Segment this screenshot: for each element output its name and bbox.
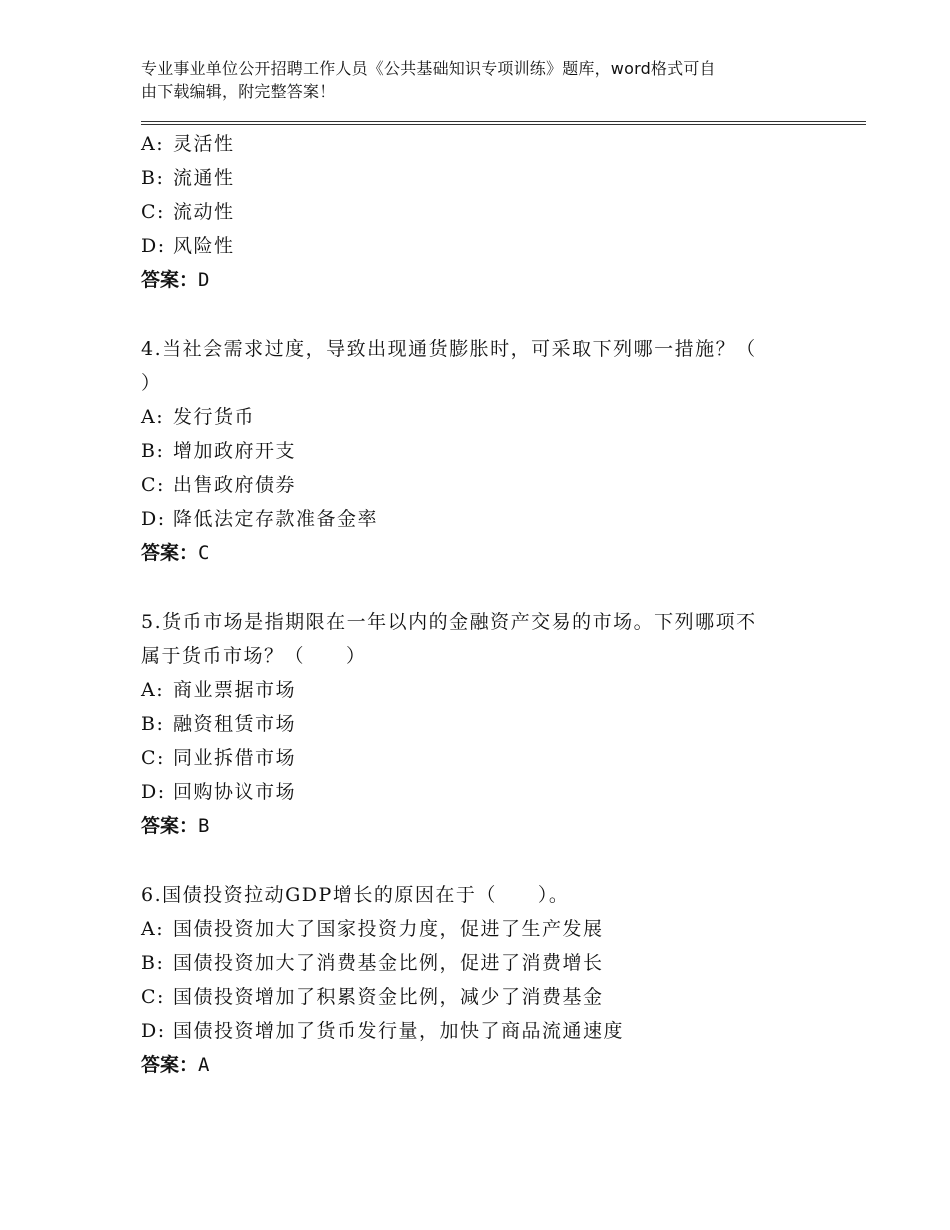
option-text: 出售政府债券 — [173, 474, 297, 496]
answer-line — [141, 809, 821, 843]
option-label: B: — [141, 440, 165, 462]
option-text: 国债投资加大了消费基金比例，促进了消费增长 — [173, 952, 604, 974]
option-a — [141, 127, 821, 161]
option-text: 商业票据市场 — [173, 679, 297, 701]
option-text: 发行货币 — [173, 406, 256, 428]
option-text: 国债投资增加了积累资金比例，减少了消费基金 — [173, 986, 604, 1008]
question-stem-line-2: ） — [141, 372, 162, 394]
header-line-2: 由下载编辑，附完整答案！ — [141, 82, 336, 101]
answer-line — [141, 1048, 821, 1082]
question-stem-line-1: 4.当社会需求过度，导致出现通货膨胀时，可采取下列哪一措施？（ — [141, 338, 757, 360]
answer-label: 答案： — [141, 1054, 199, 1076]
option-text: 增加政府开支 — [173, 440, 297, 462]
option-d — [141, 502, 821, 536]
answer-value: D — [198, 269, 210, 291]
question-content — [141, 127, 821, 1082]
spacer — [141, 843, 821, 878]
option-b — [141, 161, 821, 195]
page-header — [141, 57, 811, 103]
option-d — [141, 1014, 821, 1048]
option-label: C: — [141, 474, 165, 496]
option-a — [141, 400, 821, 434]
answer-value: C — [198, 542, 210, 564]
option-label: D: — [141, 235, 166, 257]
option-label: D: — [141, 781, 166, 803]
question-5 — [141, 605, 821, 843]
option-label: D: — [141, 1020, 166, 1042]
question-stem-line-2: 属于货币市场？（ ） — [141, 645, 367, 667]
option-text: 风险性 — [173, 235, 235, 257]
option-c — [141, 741, 821, 775]
option-d — [141, 229, 821, 263]
option-text: 回购协议市场 — [173, 781, 297, 803]
option-label: C: — [141, 747, 165, 769]
option-text: 流动性 — [173, 201, 235, 223]
header-divider-top — [141, 121, 866, 122]
option-c — [141, 195, 821, 229]
header-divider-bottom — [141, 124, 866, 125]
answer-label: 答案： — [141, 542, 199, 564]
question-4 — [141, 332, 821, 570]
answer-label: 答案： — [141, 815, 199, 837]
option-c — [141, 980, 821, 1014]
option-label: A: — [141, 133, 165, 155]
answer-line — [141, 263, 821, 297]
option-d — [141, 775, 821, 809]
option-a — [141, 673, 821, 707]
option-label: A: — [141, 406, 165, 428]
option-a — [141, 912, 821, 946]
question-stem-line-1: 5.货币市场是指期限在一年以内的金融资产交易的市场。下列哪项不 — [141, 611, 757, 633]
option-label: B: — [141, 167, 165, 189]
spacer — [141, 570, 821, 605]
answer-line — [141, 536, 821, 570]
option-label: D: — [141, 508, 166, 530]
option-text: 灵活性 — [173, 133, 235, 155]
option-text: 国债投资增加了货币发行量，加快了商品流通速度 — [173, 1020, 625, 1042]
answer-value: A — [198, 1054, 210, 1076]
question-stem-line-1: 6.国债投资拉动GDP增长的原因在于（ ）。 — [141, 884, 570, 906]
option-label: B: — [141, 713, 165, 735]
option-label: B: — [141, 952, 165, 974]
header-line-1: 专业事业单位公开招聘工作人员《公共基础知识专项训练》题库，word格式可自 — [141, 59, 716, 78]
option-text: 降低法定存款准备金率 — [173, 508, 379, 530]
option-label: A: — [141, 679, 165, 701]
option-label: C: — [141, 201, 165, 223]
option-label: A: — [141, 918, 165, 940]
option-text: 融资租赁市场 — [173, 713, 297, 735]
question-3-fragment — [141, 127, 821, 297]
option-text: 国债投资加大了国家投资力度，促进了生产发展 — [173, 918, 604, 940]
answer-value: B — [198, 815, 210, 837]
option-b — [141, 946, 821, 980]
option-b — [141, 707, 821, 741]
option-text: 流通性 — [173, 167, 235, 189]
option-label: C: — [141, 986, 165, 1008]
spacer — [141, 297, 821, 332]
answer-label: 答案： — [141, 269, 199, 291]
option-text: 同业拆借市场 — [173, 747, 297, 769]
question-6 — [141, 878, 821, 1082]
option-c — [141, 468, 821, 502]
option-b — [141, 434, 821, 468]
